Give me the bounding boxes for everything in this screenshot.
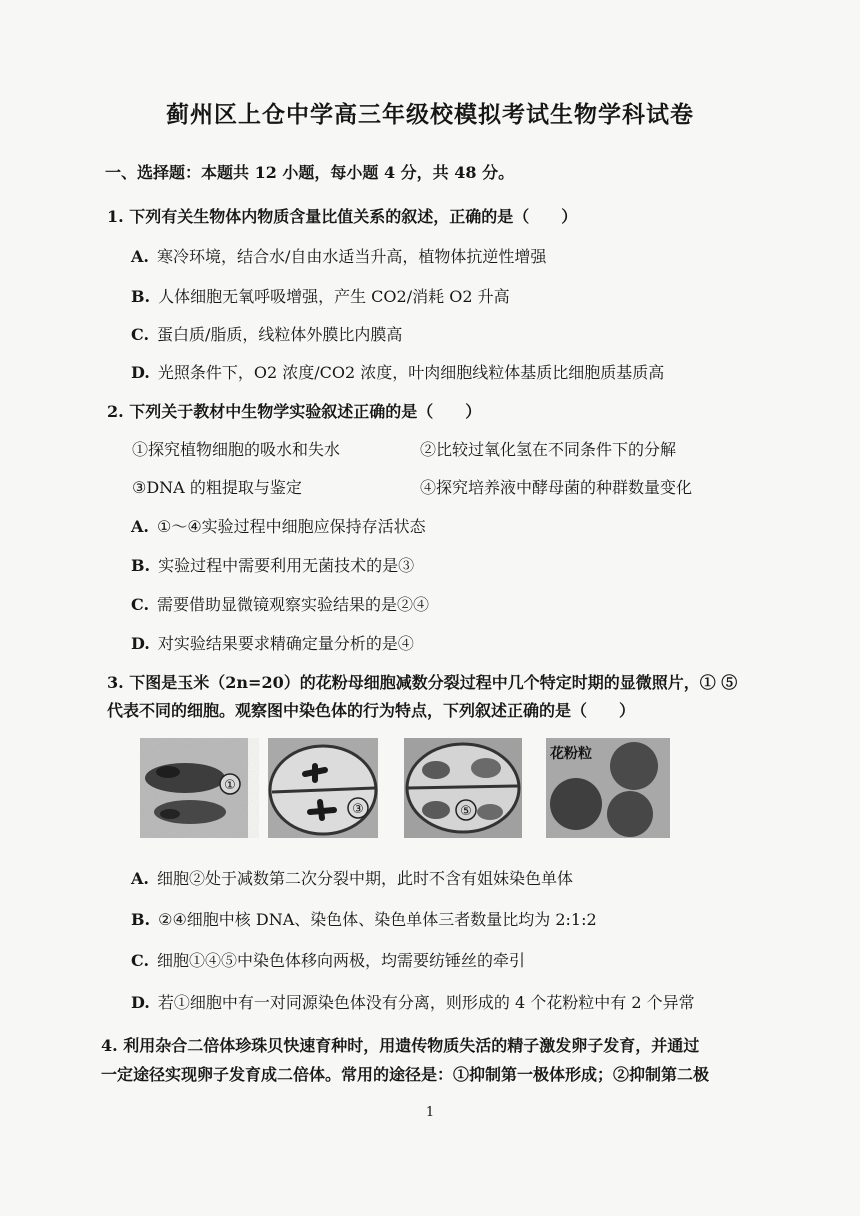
question-2-item-3: ③DNA 的粗提取与鉴定 bbox=[132, 478, 302, 497]
option-text: ①～④实验过程中细胞应保持存活状态 bbox=[156, 517, 426, 536]
option-text: 细胞①④⑤中染色体移向两极，均需要纺锤丝的牵引 bbox=[157, 951, 526, 970]
question-2-option-c bbox=[131, 592, 429, 615]
option-text: 寒冷环境，结合水/自由水适当升高，植物体抗逆性增强 bbox=[156, 247, 547, 266]
question-2-item-1: ①探究植物细胞的吸水和失水 bbox=[132, 440, 341, 459]
page-title: 蓟州区上仓中学高三年级校模拟考试生物学科试卷 bbox=[166, 101, 694, 128]
question-1-option-b bbox=[131, 284, 510, 307]
option-label: D. bbox=[131, 993, 150, 1012]
question-3-option-c bbox=[131, 948, 525, 971]
question-3-option-a bbox=[131, 866, 573, 889]
option-text: 若①细胞中有一对同源染色体没有分离，则形成的 4 个花粉粒中有 2 个异常 bbox=[157, 993, 695, 1012]
option-text: 需要借助显微镜观察实验结果的是②④ bbox=[157, 595, 430, 614]
question-3-stem-line-1: 3. 下图是玉米（2n=20）的花粉母细胞减数分裂过程中几个特定时期的显微照片，① ⑤ bbox=[107, 673, 738, 692]
question-2-stem: 2. 下列关于教材中生物学实验叙述正确的是（ ） bbox=[107, 402, 482, 421]
micrograph-pollen bbox=[546, 738, 670, 838]
figure-label-5: ⑤ bbox=[460, 804, 472, 819]
option-label: A. bbox=[131, 517, 149, 536]
option-text: 光照条件下，O2 浓度/CO2 浓度，叶肉细胞线粒体基质比细胞质基质高 bbox=[157, 363, 665, 382]
option-label: A. bbox=[131, 247, 149, 266]
question-3-option-b bbox=[131, 907, 597, 930]
question-1-option-c bbox=[131, 322, 402, 345]
option-label: B. bbox=[131, 556, 151, 575]
option-label: D. bbox=[131, 634, 150, 653]
option-text: 实验过程中需要利用无菌技术的是③ bbox=[158, 556, 415, 575]
micrograph-strip bbox=[140, 738, 670, 838]
micrograph-cell-5 bbox=[404, 738, 522, 838]
question-2-option-b bbox=[131, 553, 414, 576]
option-text: 细胞②处于减数第二次分裂中期，此时不含有姐妹染色单体 bbox=[156, 869, 573, 888]
question-3-option-d bbox=[131, 990, 695, 1013]
question-2-item-2: ②比较过氧化氢在不同条件下的分解 bbox=[420, 440, 677, 459]
option-label: C. bbox=[131, 325, 150, 344]
question-2-item-4: ④探究培养液中酵母菌的种群数量变化 bbox=[420, 478, 693, 497]
option-label: B. bbox=[131, 287, 151, 306]
option-text: 蛋白质/脂质，线粒体外膜比内膜高 bbox=[157, 325, 403, 344]
option-text: 对实验结果要求精确定量分析的是④ bbox=[157, 634, 414, 653]
micrograph-figure bbox=[140, 738, 670, 838]
section-heading: 一、选择题：本题共 12 小题，每小题 4 分，共 48 分。 bbox=[105, 163, 515, 182]
question-1-option-d bbox=[131, 360, 664, 383]
option-text: ②④细胞中核 DNA、染色体、染色单体三者数量比均为 2:1:2 bbox=[158, 910, 597, 929]
option-label: D. bbox=[131, 363, 150, 382]
figure-label-pollen: 花粉粒 bbox=[550, 746, 592, 762]
question-4-line-2: 一定途径实现卵子发育成二倍体。常用的途径是：①抑制第一极体形成；②抑制第二极 bbox=[101, 1065, 710, 1084]
option-text: 人体细胞无氧呼吸增强，产生 CO2/消耗 O2 升高 bbox=[158, 287, 510, 306]
page-number: 1 bbox=[425, 1105, 435, 1120]
question-1-option-a bbox=[131, 244, 546, 267]
option-label: C. bbox=[131, 951, 150, 970]
option-label: A. bbox=[131, 869, 149, 888]
option-label: B. bbox=[131, 910, 151, 929]
figure-label-3: ③ bbox=[352, 802, 364, 817]
question-2-option-d bbox=[131, 631, 414, 654]
figure-label-1: ① bbox=[224, 778, 236, 793]
micrograph-cell-1 bbox=[140, 738, 248, 838]
question-4-line-1: 4. 利用杂合二倍体珍珠贝快速育种时，用遗传物质失活的精子激发卵子发育，并通过 bbox=[101, 1036, 700, 1055]
question-3-stem-line-2: 代表不同的细胞。观察图中染色体的行为特点，下列叙述正确的是（ ） bbox=[107, 701, 636, 720]
question-1-stem: 1. 下列有关生物体内物质含量比值关系的叙述，正确的是（ ） bbox=[107, 207, 578, 226]
option-label: C. bbox=[131, 595, 150, 614]
question-2-option-a bbox=[131, 514, 426, 537]
micrograph-cell-3 bbox=[268, 738, 378, 838]
